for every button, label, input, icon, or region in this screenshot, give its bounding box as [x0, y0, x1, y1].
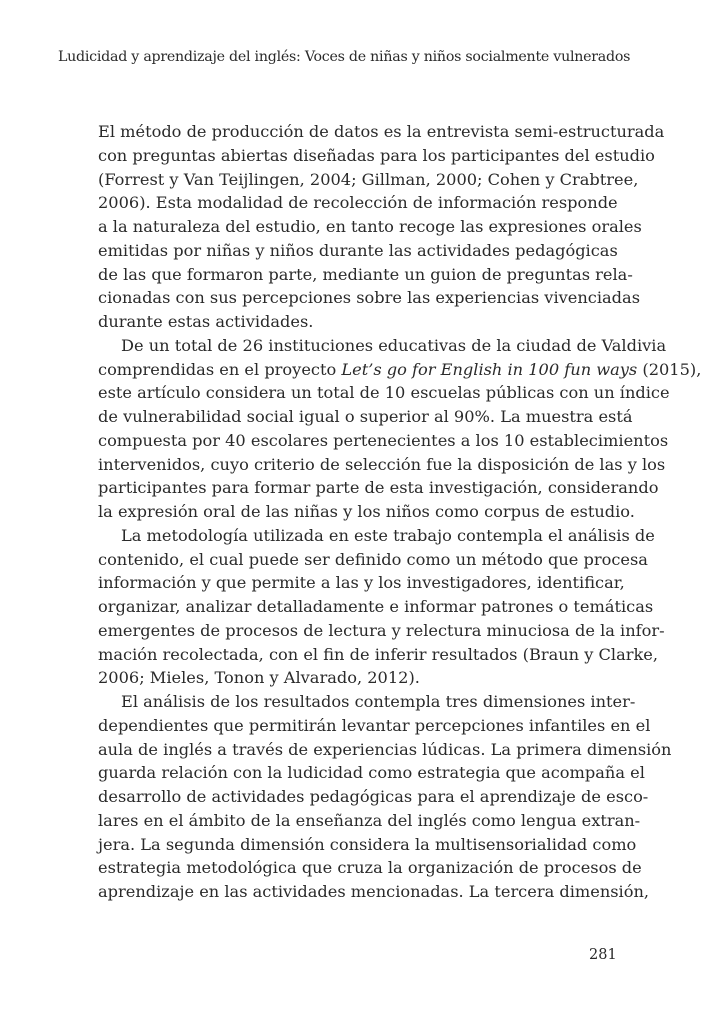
text-line: emitidas por niñas y niños durante las actividades pedagógicas — [98, 240, 618, 260]
text-line: 2006; Mieles, Tonon y Alvarado, 2012). — [98, 668, 420, 688]
text-line: información y que permite a las y los investigadores, identificar, — [98, 573, 625, 593]
text-line: aprendizaje en las actividades mencionadas. La tercera dimensión, — [98, 882, 650, 901]
text-line: intervenidos, cuyo criterio de selección fue la disposición de las y los — [98, 454, 666, 474]
text-line: De un total de 26 instituciones educativas de la ciudad de Valdivia — [121, 335, 667, 355]
text-line: a la naturaleza del estudio, en tanto recoge las expresiones orales — [98, 217, 642, 236]
text-line: jera. La segunda dimensión considera la multisensorialidad como — [98, 834, 637, 854]
page-number: 281 — [589, 947, 617, 963]
text-fragment: comprendidas en el proyecto — [98, 359, 342, 379]
text-line: estrategia metodológica que cruza la organización de procesos de — [98, 858, 642, 878]
text-line: guarda relación con la ludicidad como estrategia que acompaña el — [98, 763, 645, 783]
text-line: organizar, analizar detalladamente e informar patrones o temáticas — [98, 597, 654, 616]
text-line: (Forrest y Van Teijlingen, 2004; Gillman, 2000; Cohen y Crabtree, — [98, 169, 639, 189]
text-line: de vulnerabilidad social igual o superior al 90%. La muestra está — [98, 407, 633, 426]
paragraph — [98, 524, 665, 690]
text-line: 2006). Esta modalidad de recolección de información responde — [98, 193, 618, 213]
text-line: la expresión oral de las niñas y los niños como corpus de estudio. — [98, 502, 635, 521]
text-line: participantes para formar parte de esta investigación, considerando — [98, 478, 659, 498]
text-line: este artículo considera un total de 10 escuelas públicas con un índice — [98, 383, 670, 403]
paragraph — [98, 334, 701, 524]
text-line: durante estas actividades. — [98, 312, 314, 331]
project-title: Let’s go for English in 100 fun ways — [341, 359, 638, 379]
running-header: Ludicidad y aprendizaje del inglés: Voces de niñas y niños socialmente vulnerados — [58, 49, 631, 65]
text-line: dependientes que permitirán levantar percepciones infantiles en el — [98, 715, 651, 735]
text-line: lares en el ámbito de la enseñanza del inglés como lengua extran- — [98, 810, 641, 830]
text-line: El método de producción de datos es la entrevista semi-estructurada — [98, 122, 665, 141]
paragraph — [98, 120, 665, 334]
text-fragment: (2015), — [637, 359, 701, 379]
text-line: desarrollo de actividades pedagógicas para el aprendizaje de esco- — [98, 787, 649, 806]
text-line: de las que formaron parte, mediante un guion de preguntas rela- — [98, 264, 633, 284]
text-line: La metodología utilizada en este trabajo contempla el análisis de — [121, 525, 655, 545]
text-line: contenido, el cual puede ser definido como un método que procesa — [98, 549, 648, 569]
text-line-with-italic-title — [98, 358, 701, 382]
text-line: cionadas con sus percepciones sobre las experiencias vivenciadas — [98, 288, 640, 308]
text-line: El análisis de los resultados contempla tres dimensiones inter- — [121, 692, 636, 711]
text-line: compuesta por 40 escolares pertenecientes a los 10 establecimientos — [98, 430, 669, 450]
text-line: aula de inglés a través de experiencias lúdicas. La primera dimensión — [98, 739, 672, 759]
body-text — [98, 120, 701, 904]
paragraph — [98, 690, 672, 904]
text-line: mación recolectada, con el fin de inferir resultados (Braun y Clarke, — [98, 644, 659, 664]
text-line: con preguntas abiertas diseñadas para los participantes del estudio — [98, 145, 655, 165]
text-line: emergentes de procesos de lectura y relectura minuciosa de la infor- — [98, 620, 665, 640]
